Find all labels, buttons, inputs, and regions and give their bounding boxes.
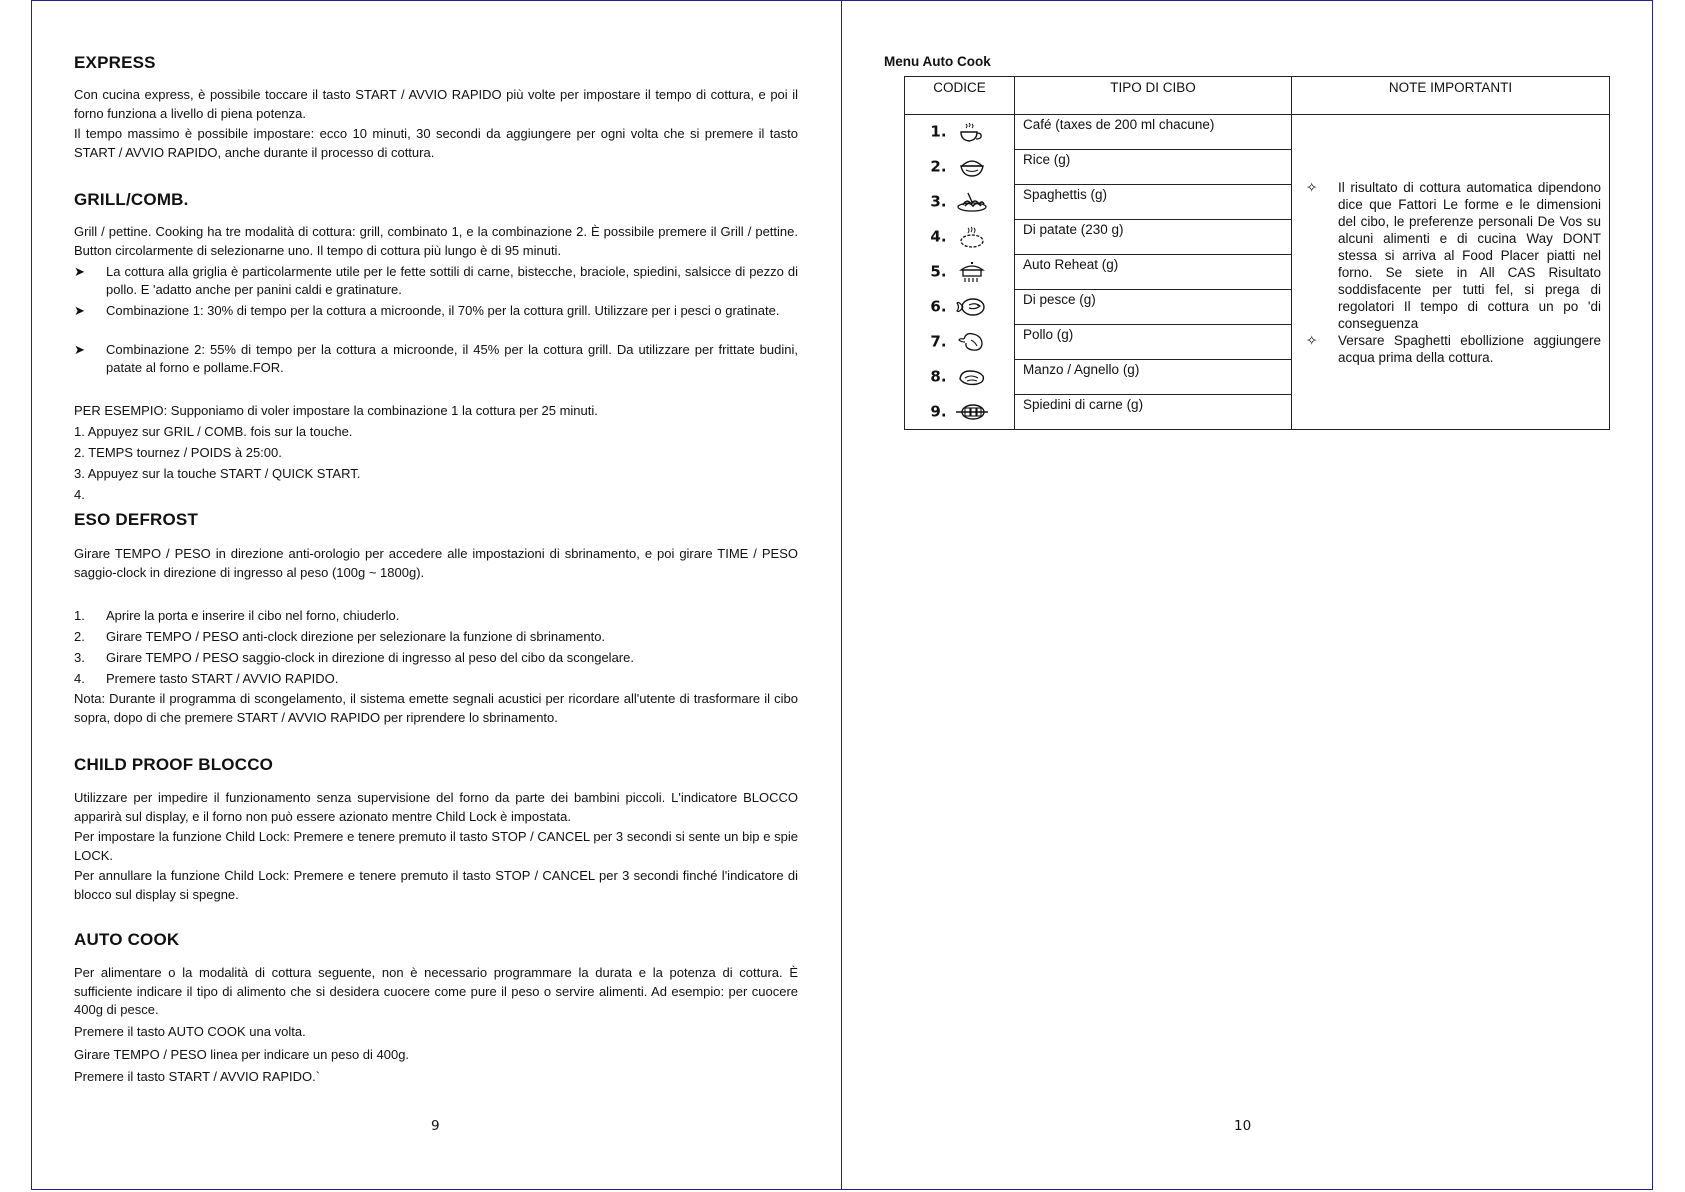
defrost-step-4: 4. Premere tasto START / AVVIO RAPIDO. bbox=[74, 671, 339, 686]
defrost-note: Nota: Durante il programma di scongelamento, il sistema emette segnali acustici per ricordare all'utente di trasformare il cibo sopra, dopo di che premere START / AVVIO RAPIDO per riprendere lo sbrinamento. bbox=[74, 691, 798, 725]
express-paragraph-1: Con cucina express, è possibile toccare il tasto START / AVVIO RAPIDO più volte per impostare il tempo di cottura, e poi il forno funziona a livello di piena potenza. bbox=[74, 87, 798, 121]
food-cell: Rice (g) bbox=[1015, 150, 1292, 185]
arrow-bullet-icon: ➤ bbox=[74, 264, 85, 279]
table-row bbox=[905, 115, 1610, 150]
child-lock-paragraph-1: Utilizzare per impedire il funzionamento senza supervisione del forno da parte dei bambini piccoli. L'indicatore BLOCCO apparirà sul display, e il forno non può essere azionato mentre Child Lock è impostata. bbox=[74, 790, 798, 824]
note-item-2: ✧ Versare Spaghetti ebollizione aggiungere acqua prima della cottura. bbox=[1306, 332, 1601, 365]
food-cell: Di patate (230 g) bbox=[1015, 220, 1292, 255]
skewer-icon bbox=[955, 400, 989, 424]
food-cell: Spiedini di carne (g) bbox=[1015, 395, 1292, 430]
note-item-1: ✧ Il risultato di cottura automatica dipendono dice que Fattori Le forme e le dimensioni del cibo, le preferenze personali De Vos su alcuni alimenti e di cucina Way DONT stessa si arriva al Food Placer piatti nel forno. Se siete in All CAS Risultato soddisfacente per tutti fel, si prega di regolatori Il tempo di cottura un po 'di conseguenza bbox=[1306, 179, 1601, 331]
code-cell: 5. bbox=[905, 255, 1015, 290]
code-cell: 1. bbox=[905, 115, 1015, 150]
arrow-bullet-icon: ➤ bbox=[74, 303, 85, 318]
express-heading: EXPRESS bbox=[74, 53, 156, 72]
notes-cell bbox=[1292, 115, 1610, 430]
page-number-9: 9 bbox=[431, 1118, 440, 1134]
rice-bowl-icon bbox=[955, 155, 989, 179]
defrost-step-3: 3. Girare TEMPO / PESO saggio-clock in direzione di ingresso al peso del cibo da scongelare. bbox=[74, 650, 634, 665]
food-cell: Pollo (g) bbox=[1015, 325, 1292, 360]
code-cell: 7. bbox=[905, 325, 1015, 360]
defrost-step-2: 2. Girare TEMPO / PESO anti-clock direzione per selezionare la funzione di sbrinamento. bbox=[74, 629, 606, 644]
grill-example: PER ESEMPIO: Supponiamo di voler impostare la combinazione 1 la cottura per 25 minuti. bbox=[74, 403, 598, 418]
child-lock-paragraph-3: Per annullare la funzione Child Lock: Premere e tenere premuto il tasto STOP / CANCEL per 3 secondi finché l'indicatore di blocco sul display si spegne. bbox=[74, 868, 798, 902]
child-lock-heading: CHILD PROOF BLOCCO bbox=[74, 755, 274, 774]
potato-icon bbox=[955, 225, 989, 249]
code-cell: 3. bbox=[905, 185, 1015, 220]
food-cell: Auto Reheat (g) bbox=[1015, 255, 1292, 290]
grill-bullet-2: ➤ Combinazione 1: 30% di tempo per la cottura a microonde, il 70% per la cottura grill. Utilizzare per i pesci o gratinate. bbox=[74, 303, 780, 318]
coffee-cup-icon bbox=[955, 120, 989, 144]
auto-cook-step-2: Girare TEMPO / PESO linea per indicare un peso di 400g. bbox=[74, 1047, 410, 1062]
page-number-10: 10 bbox=[1234, 1118, 1252, 1134]
auto-cook-heading: AUTO COOK bbox=[74, 930, 180, 949]
code-cell: 8. bbox=[905, 360, 1015, 395]
grill-bullet-3: ➤ Combinazione 2: 55% di tempo per la cottura a microonde, il 45% per la cottura grill. Da utilizzare per frittate budini, patate al forno e pollame.FOR. bbox=[74, 342, 798, 375]
header-codice: CODICE bbox=[905, 77, 1015, 115]
meat-icon bbox=[955, 365, 989, 389]
header-note-importanti: NOTE IMPORTANTI bbox=[1292, 77, 1610, 115]
defrost-heading: ESO DEFROST bbox=[74, 510, 199, 529]
express-paragraph-2: Il tempo massimo è possibile impostare: ecco 10 minuti, 30 secondi da aggiungere per ogni volta che si premere il tasto START / AVVIO RAPIDO, anche durante il processo di cottura. bbox=[74, 126, 798, 160]
food-cell: Manzo / Agnello (g) bbox=[1015, 360, 1292, 395]
code-cell: 4. bbox=[905, 220, 1015, 255]
defrost-step-1: 1. Aprire la porta e inserire il cibo nel forno, chiuderlo. bbox=[74, 608, 400, 623]
arrow-bullet-icon: ➤ bbox=[74, 342, 85, 357]
auto-cook-paragraph: Per alimentare o la modalità di cottura seguente, non è necessario programmare la durata e la potenza di cottura. È sufficiente indicare il tipo di alimento che si desidera cuocere come pure il peso o servire alimenti. Ad esempio: per cuocere 400g di pesce. bbox=[74, 965, 798, 1017]
table-title: Menu Auto Cook bbox=[884, 54, 991, 69]
grill-step-3: 3. Appuyez sur la touche START / QUICK START. bbox=[74, 466, 361, 481]
code-cell: 6. bbox=[905, 290, 1015, 325]
auto-cook-step-3: Premere il tasto START / AVVIO RAPIDO.` bbox=[74, 1069, 321, 1084]
header-tipo-di-cibo: TIPO DI CIBO bbox=[1015, 77, 1292, 115]
defrost-paragraph: Girare TEMPO / PESO in direzione anti-orologio per accedere alle impostazioni di sbrinamento, e poi girare TIME / PESO saggio-clock in direzione di ingresso al peso (100g ~ 1800g). bbox=[74, 546, 798, 580]
grill-bullet-1: ➤ La cottura alla griglia è particolarmente utile per le fette sottili di carne, bistecche, braciole, spiedini, salsicce di pezzo di pollo. E 'adatto anche per panini caldi e gratinature. bbox=[74, 264, 798, 297]
code-cell: 2. bbox=[905, 150, 1015, 185]
code-cell: 9. bbox=[905, 395, 1015, 430]
auto-cook-step-1: Premere il tasto AUTO COOK una volta. bbox=[74, 1024, 306, 1039]
chicken-icon bbox=[955, 330, 989, 354]
food-cell: Spaghettis (g) bbox=[1015, 185, 1292, 220]
food-cell: Café (taxes de 200 ml chacune) bbox=[1015, 115, 1292, 150]
diamond-bullet-icon: ✧ bbox=[1306, 332, 1318, 348]
fish-icon bbox=[955, 295, 989, 319]
table-header-row bbox=[905, 77, 1610, 115]
spaghetti-icon bbox=[955, 190, 989, 214]
grill-heading: GRILL/COMB. bbox=[74, 190, 189, 209]
grill-step-2: 2. TEMPS tournez / POIDS à 25:00. bbox=[74, 445, 282, 460]
grill-paragraph: Grill / pettine. Cooking ha tre modalità di cottura: grill, combinato 1, e la combinazione 2. È possibile premere il Grill / pettine. Button circolarmente di selezionarne uno. Il tempo di cottura più lungo è di 95 minuti. bbox=[74, 224, 798, 258]
grill-step-4: 4. bbox=[74, 487, 85, 502]
food-cell: Di pesce (g) bbox=[1015, 290, 1292, 325]
auto-cook-table bbox=[904, 76, 1610, 430]
grill-step-1: 1. Appuyez sur GRIL / COMB. fois sur la touche. bbox=[74, 424, 353, 439]
reheat-pot-icon bbox=[955, 260, 989, 284]
child-lock-paragraph-2: Per impostare la funzione Child Lock: Premere e tenere premuto il tasto STOP / CANCEL per 3 secondi si sente un bip e spie LOCK. bbox=[74, 829, 798, 863]
diamond-bullet-icon: ✧ bbox=[1306, 179, 1318, 195]
page-divider bbox=[841, 0, 842, 1190]
